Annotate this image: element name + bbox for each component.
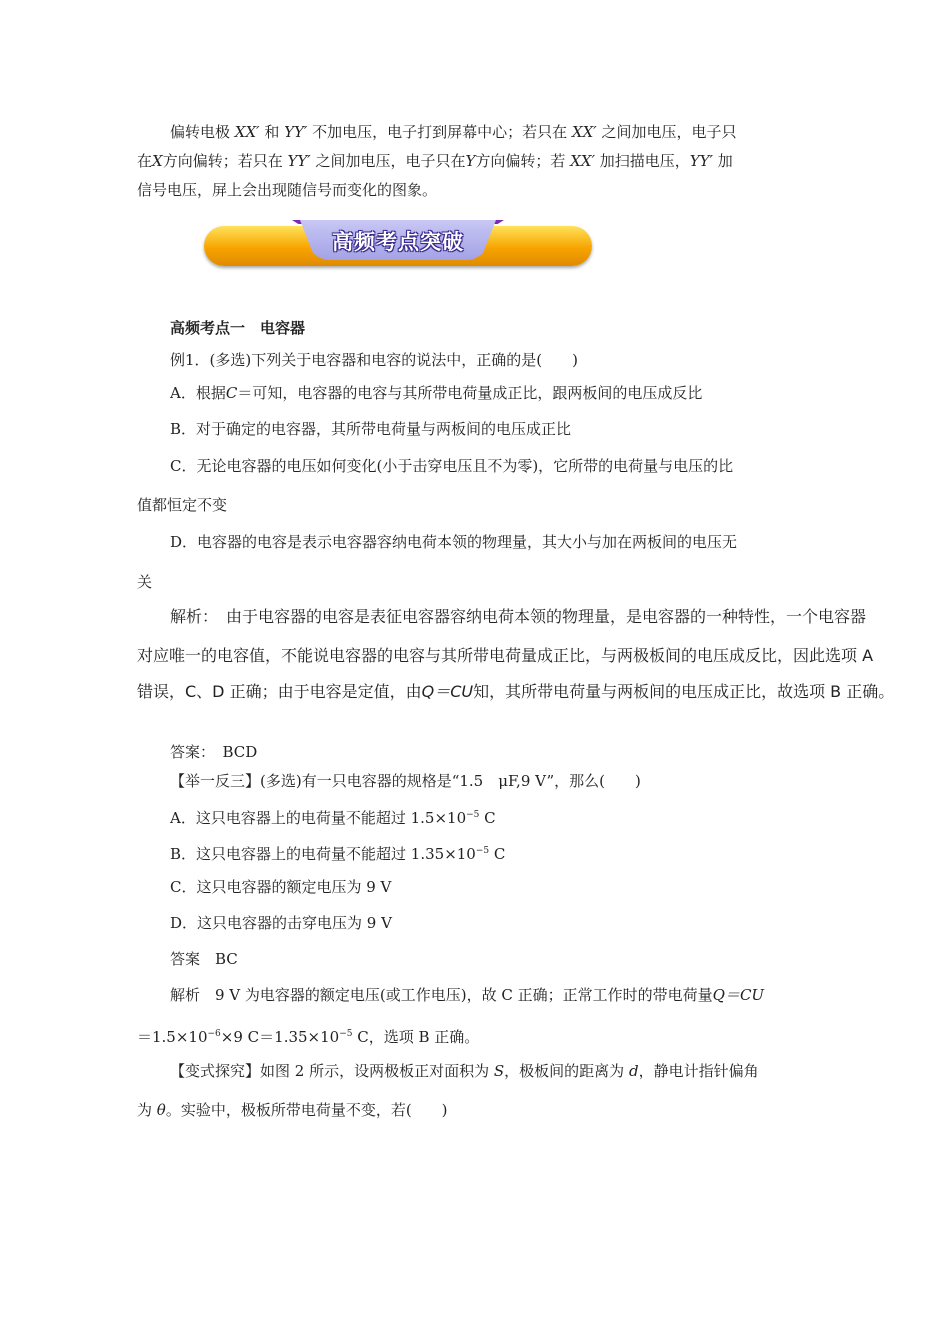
intro-line-3: 信号电压，屏上会出现随信号而变化的图象。 (137, 181, 438, 199)
exponent: −5 (466, 810, 480, 820)
var: d (628, 1062, 639, 1080)
text: C (479, 809, 496, 827)
text: 不加电压，电子打到屏幕中心；若只在 (312, 123, 568, 141)
practice-analysis-line2 (137, 1024, 479, 1047)
section-banner (204, 220, 592, 270)
text: B．这只电容器上的电荷量不能超过 1.35×10 (170, 845, 476, 863)
text: 偏转电极 (170, 123, 231, 141)
practice-option-b (170, 841, 505, 864)
text: 加 (717, 152, 733, 170)
text: 知，其所带电荷量与两板间的电压成正比，故选项 B 正确。 (473, 682, 895, 701)
text: ＝可知，电容器的电容与其所带电荷量成正比，跟两板间的电压成反比 (237, 384, 703, 402)
var: YY′ (287, 152, 311, 170)
example1-option-a (170, 383, 702, 403)
text: 方向偏转；若 (475, 152, 566, 170)
section-title: 高频考点一 电容器 (170, 319, 306, 337)
var: θ (156, 1101, 166, 1119)
text: A．根据 (170, 384, 226, 402)
practice-stem: 【举一反三】(多选)有一只电容器的规格是“1.5 μF,9 V”，那么( ) (170, 772, 641, 790)
var: Y (465, 152, 476, 170)
formula: Q＝CU (712, 986, 765, 1004)
practice-option-c: C．这只电容器的额定电压为 9 V (170, 878, 392, 896)
text: 错误，C、D 正确；由于电容是定值，由 (137, 682, 422, 701)
example1-option-b: B．对于确定的电容器，其所带电荷量与两板间的电压成正比 (170, 420, 572, 438)
text: 之间加电压，电子只在 (315, 152, 466, 170)
text: ×9 C＝1.35×10 (220, 1028, 340, 1046)
text: 在 (137, 152, 153, 170)
banner-title: 高频考点突破 (332, 230, 464, 254)
text: 。实验中，极板所带电荷量不变，若( ) (165, 1101, 448, 1119)
text: 方向偏转；若只在 (162, 152, 283, 170)
text: 之间加电压，电子只 (601, 123, 737, 141)
example1-stem: 例1．(多选)下列关于电容器和电容的说法中，正确的是( ) (170, 351, 578, 369)
answer1: 答案： BCD (170, 743, 258, 761)
text: ，极板间的距离为 (504, 1062, 625, 1080)
variant-line2 (137, 1100, 448, 1120)
example1-option-d-line1: D．电容器的电容是表示电容器容纳电荷本领的物理量，其大小与加在两板间的电压无 (170, 533, 738, 551)
text: 和 (264, 123, 280, 141)
formula: Q＝CU (421, 682, 474, 701)
example1-option-c-line2: 值都恒定不变 (137, 496, 228, 514)
text: C (489, 845, 506, 863)
text: 【变式探究】如图 2 所示，设两极板正对面积为 (170, 1062, 490, 1080)
text: A．这只电容器上的电荷量不能超过 1.5×10 (170, 809, 467, 827)
var: YY′ (689, 152, 713, 170)
var: YY′ (284, 123, 308, 141)
example1-option-c-line1: C．无论电容器的电压如何变化(小于击穿电压且不为零)，它所带的电荷量与电压的比 (170, 457, 734, 475)
practice-option-a (170, 805, 496, 828)
example1-option-d-line2: 关 (137, 573, 153, 591)
text: ，静电计指针偏角 (638, 1062, 759, 1080)
intro-line-2 (137, 151, 733, 171)
analysis1-line3 (137, 682, 894, 702)
practice-answer: 答案 BC (170, 950, 238, 968)
variant-line1 (170, 1061, 759, 1081)
text: C，选项 B 正确。 (352, 1028, 480, 1046)
exponent: −5 (475, 846, 490, 856)
practice-option-d: D．这只电容器的击穿电压为 9 V (170, 914, 392, 932)
var: XX′ (234, 123, 260, 141)
exponent: −6 (207, 1029, 221, 1039)
var: S (493, 1062, 505, 1080)
var: X (152, 152, 163, 170)
text: 加扫描电压， (599, 152, 690, 170)
text: 为 (137, 1101, 153, 1119)
exponent: −5 (339, 1029, 353, 1039)
practice-analysis-line1 (170, 985, 764, 1005)
intro-line-1 (170, 122, 737, 142)
text: 解析 9 V 为电容器的额定电压(或工作电压)，故 C 正确；正常工作时的带电荷量 (170, 986, 713, 1004)
var: XX′ (571, 123, 597, 141)
analysis1-line2: 对应唯一的电容值，不能说电容器的电容与其所带电荷量成正比，与两极板间的电压成反比，因此选项 A (137, 646, 874, 665)
text: ＝1.5×10 (137, 1028, 208, 1046)
analysis1-line1: 解析： 由于电容器的电容是表征电容器容纳电荷本领的物理量，是电容器的一种特性，一个电容器 (170, 607, 867, 626)
var: C (225, 384, 238, 402)
var: XX′ (570, 152, 595, 170)
